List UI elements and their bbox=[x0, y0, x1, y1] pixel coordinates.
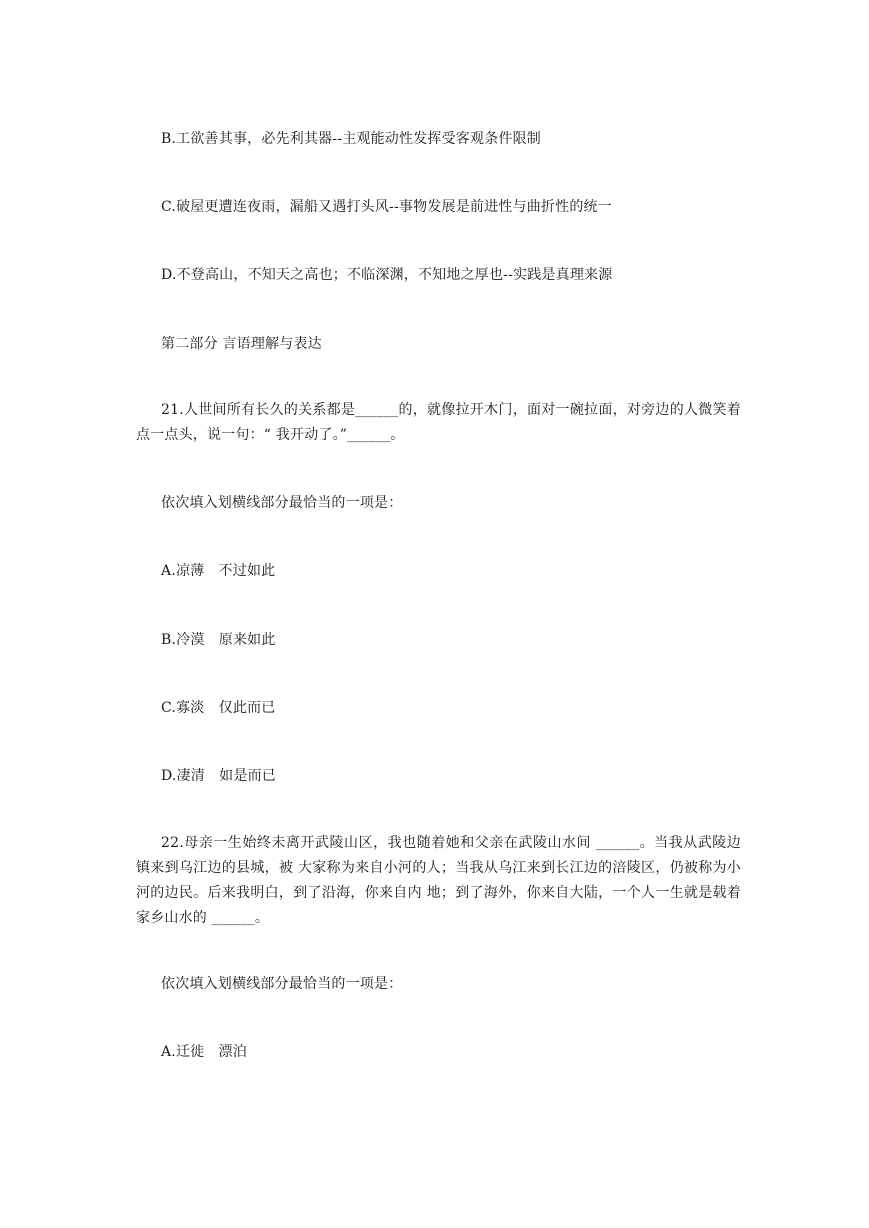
q21-option-a: A.凉薄 不过如此 bbox=[161, 563, 276, 579]
q21-option-d: D.凄清 如是而已 bbox=[161, 768, 276, 784]
q20-option-b: B.工欲善其事，必先利其器--主观能动性发挥受客观条件限制 bbox=[161, 131, 541, 147]
section-title: 第二部分 言语理解与表达 bbox=[161, 336, 322, 352]
q21-stem: 21.人世间所有长久的关系都是______的，就像拉开木门，面对一碗拉面，对旁边的人微笑着点一点头，说一句：“ 我开动了。”______。 bbox=[136, 402, 741, 443]
q21-instruction: 依次填入划横线部分最恰当的一项是： bbox=[161, 495, 403, 511]
q22-option-a: A.迁徙 漂泊 bbox=[161, 1044, 247, 1060]
q22-instruction: 依次填入划横线部分最恰当的一项是： bbox=[161, 976, 403, 992]
q22-stem: 22.母亲一生始终未离开武陵山区，我也随着她和父亲在武陵山水间 ______。当我从武陵边镇来到乌江边的县城，被 大家称为来自小河的人；当我从乌江来到长江边的涪陵区，仍被称为小河的边民。后来我明白，到了沿海，你来自内 地；到了海外，你来自大陆，一个人一生就是载着家乡山水的 ______。 bbox=[136, 835, 741, 926]
q20-option-c: C.破屋更遭连夜雨，漏船又遇打头风--事物发展是前进性与曲折性的统一 bbox=[161, 199, 612, 215]
q21-option-b: B.冷漠 原来如此 bbox=[161, 632, 276, 648]
q21-option-c: C.寡淡 仅此而已 bbox=[161, 700, 276, 716]
q20-option-d: D.不登高山，不知天之高也；不临深渊，不知地之厚也--实践是真理来源 bbox=[161, 267, 613, 283]
